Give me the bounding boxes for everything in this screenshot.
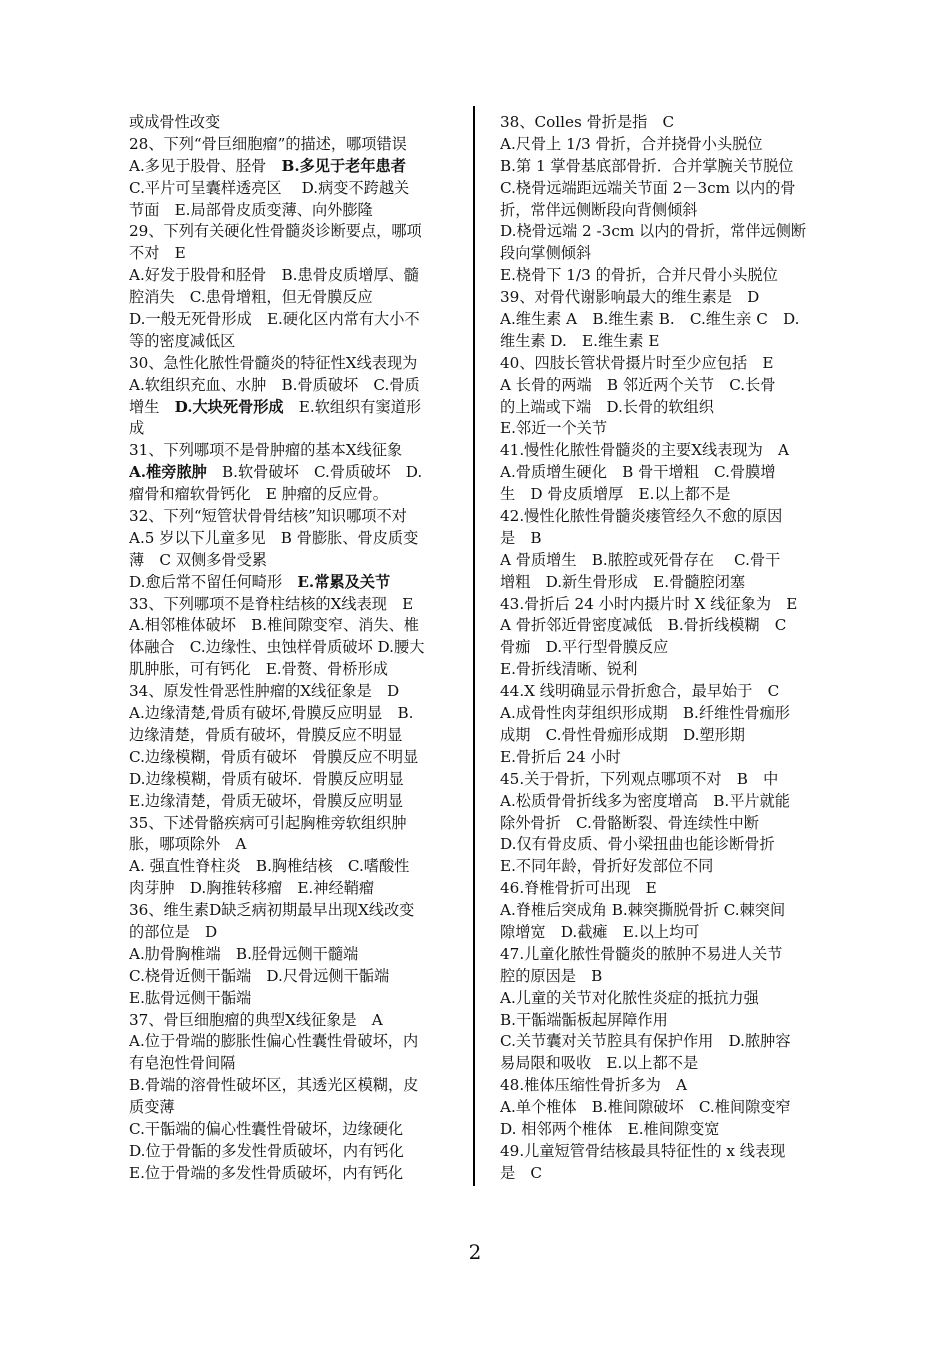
text-line: A.椎旁脓肿 B.软骨破坏 C.骨质破坏 D. — [129, 463, 423, 482]
page-number: 2 — [468, 1240, 482, 1264]
text-line: A 骨折邻近骨密度减低 B.骨折线模糊 C — [500, 616, 787, 635]
column-divider — [473, 106, 475, 1186]
text-line: 肉芽肿 D.胸推转移瘤 E.神经鞘瘤 — [129, 879, 375, 898]
text-line: 隙增宽 D.截瘫 E.以上均可 — [500, 922, 700, 941]
text-line: 体融合 C.边缘性、虫蚀样骨质破坏 D.腰大 — [129, 638, 425, 657]
text-line: A.骨质增生硬化 B 骨干增粗 C.骨膜增 — [500, 463, 776, 482]
text-line: D.仅有骨皮质、骨小梁扭曲也能诊断骨折 — [500, 835, 775, 854]
text-line: 等的密度减低区 — [129, 331, 236, 350]
text-line: 45.关于骨折，下列观点哪项不对 B 中 — [500, 769, 779, 788]
text-line: 段向掌侧倾斜 — [500, 244, 592, 263]
text-line: 不对 E — [129, 244, 186, 263]
text-line: 32、下列“短管状骨骨结核”知识哪项不对 — [129, 507, 407, 526]
text-line: 31、下列哪项不是骨肿瘤的基本X线征象 — [129, 441, 403, 460]
text-line: 40、四肢长管状骨摄片时至少应包括 E — [500, 353, 774, 372]
text-line: A 长骨的两端 B 邻近两个关节 C.长骨 — [500, 375, 776, 394]
text-line: A.维生素 A B.维生素 B. C.维生亲 C D. — [500, 310, 800, 329]
right-column — [500, 112, 826, 1185]
text-line: 折，常伴远侧断段向背侧倾斜 — [500, 200, 698, 219]
text-line: C.桡骨近侧干骺端 D.尺骨远侧干骺端 — [129, 966, 390, 985]
left-column — [129, 112, 455, 1185]
text-line: 肌肿胀，可有钙化 E.骨赘、骨桥形成 — [129, 660, 388, 679]
text-line: E.骨折线清晰、锐利 — [500, 660, 638, 679]
text-line: 成期 C.骨性骨痂形成期 D.塑形期 — [500, 725, 745, 744]
text-line: A.5 岁以下儿童多见 B 骨膨胀、骨皮质变 — [129, 528, 419, 547]
text-line: 35、下述骨骼疾病可引起胸椎旁软组织肿 — [129, 813, 407, 832]
text-line: E.邻近一个关节 — [500, 419, 608, 438]
text-line: 的上端或下端 D.长骨的软组织 — [500, 397, 714, 416]
text-line: 43.骨折后 24 小时内摄片时 X 线征象为 E — [500, 594, 798, 613]
text-line: 42.慢性化脓性骨髓炎瘘管经久不愈的原因 — [500, 507, 783, 526]
text-line: A.脊椎后突成角 B.棘突撕脱骨折 C.棘突间 — [500, 901, 786, 920]
text-line: 质变薄 — [129, 1098, 175, 1117]
text-line: C.平片可呈囊样透亮区 D.病变不跨越关 — [129, 178, 410, 197]
text-line: 节面 E.局部骨皮质变薄、向外膨隆 — [129, 200, 373, 219]
text-line: 骨痂 D.平行型骨膜反应 — [500, 638, 669, 657]
text-line: 30、急性化脓性骨髓炎的特征性X线表现为 — [129, 353, 418, 372]
text-line: D.愈后常不留任何畸形 E.常累及关节 — [129, 572, 391, 591]
text-line: D.桡骨远端 2 -3cm 以内的骨折，常伴远侧断 — [500, 222, 807, 241]
text-line: E.骨折后 24 小时 — [500, 747, 621, 766]
text-line: 胀，哪项除外 A — [129, 835, 247, 854]
text-line: 44.X 线明确显示骨折愈合，最早始于 C — [500, 682, 780, 701]
text-line: A. 强直性脊柱炎 B.胸椎结核 C.嗜酸性 — [129, 857, 410, 876]
text-line: C.桡骨远端距远端关节面 2－3cm 以内的骨 — [500, 178, 796, 197]
text-line: D.位于骨骺的多发性骨质破坏，内有钙化 — [129, 1141, 404, 1160]
text-line: E.桡骨下 1/3 的骨折，合并尺骨小头脱位 — [500, 266, 778, 285]
text-line: 瘤骨和瘤软骨钙化 E 肿瘤的反应骨。 — [129, 485, 388, 504]
text-line: A.尺骨上 1/3 骨折，合并挠骨小头脱位 — [500, 134, 763, 153]
text-line: 成 — [129, 419, 145, 438]
text-line: E.位于骨端的多发性骨质破坏，内有钙化 — [129, 1163, 404, 1182]
text-line: 腔消失 C.患骨增粗，但无骨膜反应 — [129, 288, 373, 307]
text-line: A 骨质增生 B.脓腔或死骨存在 C.骨干 — [500, 550, 781, 569]
text-line: 生 D 骨皮质增厚 E.以上都不是 — [500, 485, 731, 504]
text-line: 47.儿童化脓性骨髓炎的脓肿不易进人关节 — [500, 944, 783, 963]
text-line: A.多见于股骨、胫骨 B.多见于老年患者 — [129, 156, 406, 175]
text-line: B.干骺端骺板起屏障作用 — [500, 1010, 668, 1029]
text-line: 28、下列“骨巨细胞瘤”的描述，哪项错误 — [129, 134, 407, 153]
text-line: 除外骨折 C.骨骼断裂、骨连续性中断 — [500, 813, 759, 832]
text-line: 的部位是 D — [129, 922, 218, 941]
text-line: 33、下列哪项不是脊柱结核的X线表现 E — [129, 594, 414, 613]
text-line: A.儿童的关节对化脓性炎症的抵抗力强 — [500, 988, 759, 1007]
text-line: 34、原发性骨恶性肿瘤的X线征象是 D — [129, 682, 400, 701]
text-line: A.软组织充血、水肿 B.骨质破坏 C.骨质 — [129, 375, 420, 394]
text-line: C.干骺端的偏心性囊性骨破坏，边缘硬化 — [129, 1119, 404, 1138]
text-line: A.好发于股骨和胫骨 B.患骨皮质增厚、髓 — [129, 266, 419, 285]
text-line: E.不同年龄，骨折好发部位不同 — [500, 857, 714, 876]
text-line: 或成骨性改变 — [129, 113, 221, 131]
text-line: D.边缘模糊，骨质有破坏．骨膜反应明显 — [129, 769, 404, 788]
text-line: 易局限和吸收 E.以上都不是 — [500, 1054, 699, 1073]
text-line: 41.慢性化脓性骨髓炎的主要X线表现为 A — [500, 441, 789, 460]
text-line: D. 相邻两个椎体 E.椎间隙变宽 — [500, 1119, 720, 1138]
text-line: C.边缘模糊，骨质有破坏 骨膜反应不明显 — [129, 747, 419, 766]
text-line: C.关节囊对关节腔具有保护作用 D.脓肿容 — [500, 1032, 791, 1051]
text-line: B.骨端的溶骨性破坏区，其透光区模糊，皮 — [129, 1076, 419, 1095]
text-line: 39、对骨代谢影响最大的维生素是 D — [500, 288, 760, 307]
text-line: A.边缘清楚,骨质有破坏,骨膜反应明显 B. — [129, 704, 414, 723]
text-line: 增生 D.大块死骨形成 E.软组织有窦道形 — [129, 397, 422, 416]
text-line: 48.椎体压缩性骨折多为 A — [500, 1076, 687, 1095]
text-line: E.肱骨远侧干骺端 — [129, 988, 252, 1007]
text-line: 29、下列有关硬化性骨髓炎诊断要点，哪项 — [129, 222, 422, 241]
text-line: 是 B — [500, 528, 542, 547]
text-line: 边缘清楚，骨质有破坏，骨膜反应不明显 — [129, 725, 403, 744]
text-line: 薄 C 双侧多骨受累 — [129, 550, 267, 569]
text-line: A.成骨性肉芽组织形成期 B.纤维性骨痂形 — [500, 704, 790, 723]
text-line: 维生素 D. E.维生素 E — [500, 331, 660, 350]
text-line: 37、骨巨细胞瘤的典型X线征象是 A — [129, 1010, 383, 1029]
text-line: 49.儿童短管骨结核最具特征性的 x 线表现 — [500, 1141, 786, 1160]
text-line: 38、Colles 骨折是指 C — [500, 113, 675, 131]
text-line: 有皂泡性骨间隔 — [129, 1054, 236, 1073]
text-line: A.位于骨端的膨胀性偏心性囊性骨破坏，内 — [129, 1032, 419, 1051]
text-line: 36、维生素D缺乏病初期最早出现X线改变 — [129, 901, 415, 920]
text-line: E.边缘清楚，骨质无破坏，骨膜反应明显 — [129, 791, 404, 810]
text-line: 腔的原因是 B — [500, 966, 603, 985]
text-line: A.单个椎体 B.椎间隙破坏 C.椎间隙变窄 — [500, 1098, 791, 1117]
text-line: 是 C — [500, 1163, 542, 1182]
text-line: A.相邻椎体破坏 B.椎间隙变窄、消失、椎 — [129, 616, 419, 635]
text-line: B.第 1 掌骨基底部骨折．合并掌腕关节脱位 — [500, 156, 794, 175]
text-line: 增粗 D.新生骨形成 E.骨髓腔闭塞 — [500, 572, 746, 591]
text-line: A.肋骨胸椎端 B.胫骨远侧干髓端 — [129, 944, 359, 963]
text-line: A.松质骨骨折线多为密度增高 B.平片就能 — [500, 791, 790, 810]
text-line: D.一般无死骨形成 E.硬化区内常有大小不 — [129, 310, 420, 329]
text-line: 46.脊椎骨折可出现 E — [500, 879, 657, 898]
